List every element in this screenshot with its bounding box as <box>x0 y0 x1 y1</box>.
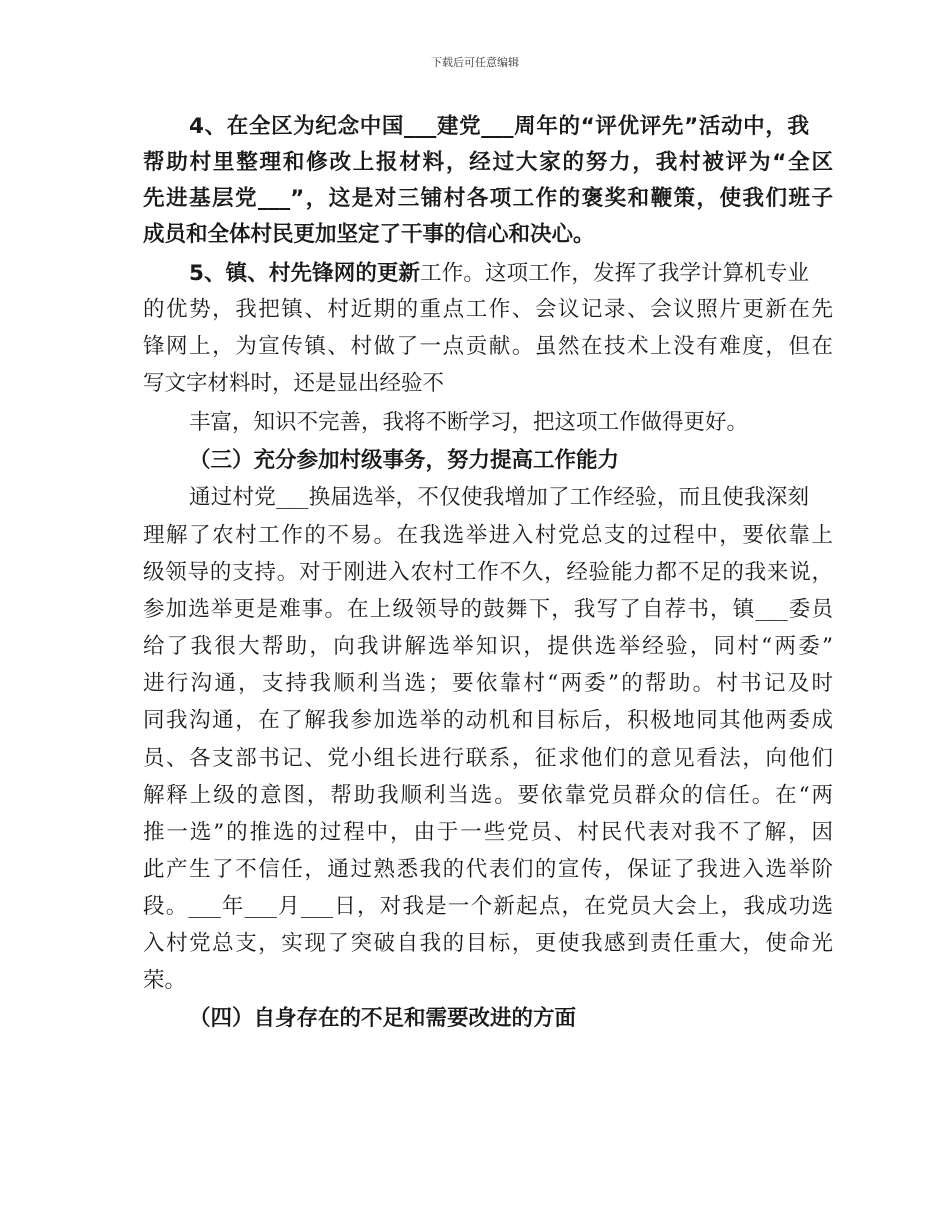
text-line: 锋网上，为宣传镇、村做了一点贡献。虽然在技术上没有难度，但在 <box>143 334 833 359</box>
page-header: 下载后可任意编辑 <box>431 56 519 69</box>
section-heading: （三）充分参加村级事务，努力提高工作能力 <box>189 448 620 473</box>
text-line: 丰富，知识不完善，我将不断学习，把这项工作做得更好。 <box>189 410 749 435</box>
section-subheading: 5、镇、村先锋网的更新 <box>189 261 421 286</box>
text-line: 段。___年___月___日，对我是一个新起点，在党员大会上，我成功选 <box>143 894 833 919</box>
text-line: 写文字材料时，还是显出经验不 <box>143 371 445 396</box>
section-heading: （四）自身存在的不足和需要改进的方面 <box>189 1006 577 1031</box>
text-fragment: 工作。这项工作，发挥了我学计算机专业 <box>420 261 809 286</box>
text-line: 的优势，我把镇、村近期的重点工作、会议记录、会议照片更新在先 <box>143 297 833 322</box>
text-line: 同我沟通，在了解我参加选举的动机和目标后，积极地同其他两委成 <box>143 708 833 733</box>
text-line: 成员和全体村民更加坚定了干事的信心和决心。 <box>143 222 595 247</box>
text-line: 理解了农村工作的不易。在我选举进入村党总支的过程中，要依靠上 <box>143 523 833 548</box>
text-line: 进行沟通，支持我顺利当选；要依靠村“两委”的帮助。村书记及时 <box>143 671 833 696</box>
text-line: 参加选举更是难事。在上级领导的鼓舞下，我写了自荐书，镇___委员 <box>143 597 833 622</box>
text-line: 4、在全区为纪念中国___建党___周年的“评优评先”活动中，我 <box>189 114 809 139</box>
text-line: 给了我很大帮助，向我讲解选举知识，提供选举经验，同村“两委” <box>143 634 833 659</box>
text-line: 级领导的支持。对于刚进入农村工作不久，经验能力都不足的我来说， <box>143 560 833 585</box>
text-line: 通过村党___换届选举，不仅使我增加了工作经验，而且使我深刻 <box>189 485 809 510</box>
text-line: 推一选”的推选的过程中，由于一些党员、村民代表对我不了解，因 <box>143 820 833 845</box>
text-line: 此产生了不信任，通过熟悉我的代表们的宣传，保证了我进入选举阶 <box>143 857 833 882</box>
text-line: 荣。 <box>143 968 187 993</box>
text-line: 员、各支部书记、党小组长进行联系，征求他们的意见看法，向他们 <box>143 746 833 771</box>
text-line: 解释上级的意图，帮助我顺利当选。要依靠党员群众的信任。在“两 <box>143 783 833 808</box>
text-line: 先进基层党___”，这是对三铺村各项工作的褒奖和鞭策，使我们班子 <box>143 186 833 211</box>
text-line <box>189 256 809 292</box>
text-line: 入村党总支，实现了突破自我的目标，更使我感到责任重大，使命光 <box>143 931 833 956</box>
text-line: 帮助村里整理和修改上报材料，经过大家的努力，我村被评为“全区 <box>143 150 833 175</box>
